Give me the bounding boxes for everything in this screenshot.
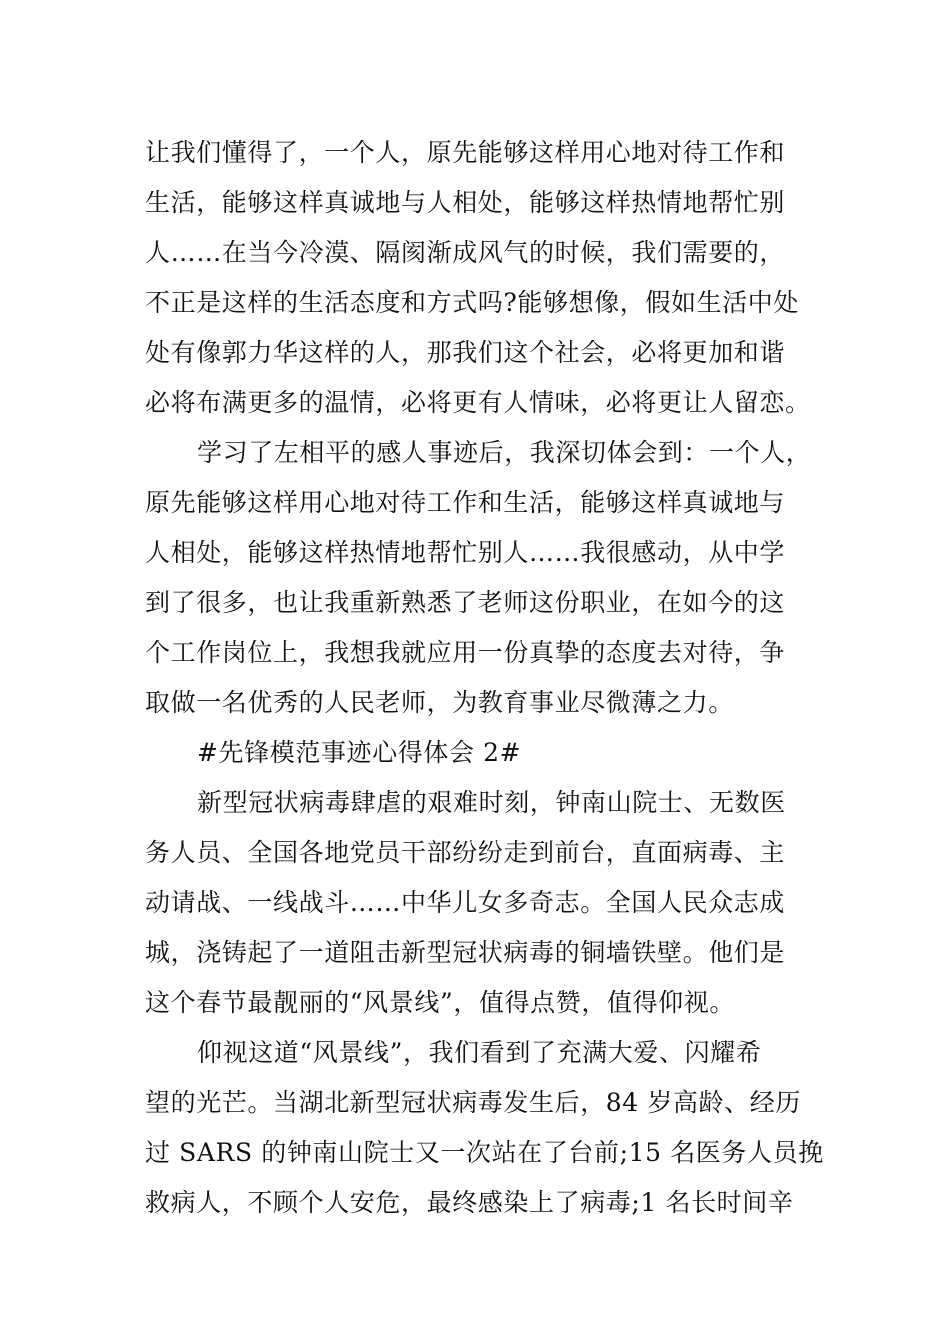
text-line: 不正是这样的生活态度和方式吗?能够想像，假如生活中处 bbox=[145, 288, 800, 317]
text-line: 处有像郭力华这样的人，那我们这个社会，必将更加和谐 bbox=[145, 338, 786, 367]
text-line: 这个春节最靓丽的“风景线”，值得点赞，值得仰视。 bbox=[145, 988, 735, 1017]
text-line: 人……在当今冷漠、隔阂渐成风气的时候，我们需要的， bbox=[145, 238, 786, 267]
text-line: 望的光芒。当湖北新型冠状病毒发生后，84 岁高龄、经历 bbox=[145, 1088, 801, 1117]
paragraph-start-line: 仰视这道“风景线”，我们看到了充满大爱、闪耀希 bbox=[197, 1038, 762, 1067]
text-line: 到了很多，也让我重新熟悉了老师这份职业，在如今的这 bbox=[145, 588, 786, 617]
paragraph-start-line: 新型冠状病毒肆虐的艰难时刻，钟南山院士、无数医 bbox=[197, 788, 786, 817]
text-line: 生活，能够这样真诚地与人相处，能够这样热情地帮忙别 bbox=[145, 188, 786, 217]
text-line: 让我们懂得了，一个人，原先能够这样用心地对待工作和 bbox=[145, 138, 786, 167]
text-line: 动请战、一线战斗……中华儿女多奇志。全国人民众志成 bbox=[145, 888, 786, 917]
section-heading: #先锋模范事迹心得体会 2# bbox=[197, 738, 522, 767]
text-line: 城，浇铸起了一道阻击新型冠状病毒的铜墙铁壁。他们是 bbox=[145, 938, 786, 967]
paragraph-start-line: 学习了左相平的感人事迹后，我深切体会到：一个人， bbox=[197, 438, 812, 467]
text-line: 必将布满更多的温情，必将更有人情味，必将更让人留恋。 bbox=[145, 388, 811, 417]
text-line: 务人员、全国各地党员干部纷纷走到前台，直面病毒、主 bbox=[145, 838, 786, 867]
text-line: 人相处，能够这样热情地帮忙别人……我很感动，从中学 bbox=[145, 538, 786, 567]
text-line: 取做一名优秀的人民老师，为教育事业尽微薄之力。 bbox=[145, 688, 734, 717]
body-text bbox=[145, 128, 825, 1228]
text-line: 个工作岗位上，我想我就应用一份真挚的态度去对待，争 bbox=[145, 638, 786, 667]
text-line: 救病人，不顾个人安危，最终感染上了病毒;1 名长时间辛 bbox=[145, 1188, 794, 1217]
text-line: 过 SARS 的钟南山院士又一次站在了台前;15 名医务人员挽 bbox=[145, 1138, 824, 1167]
text-line: 原先能够这样用心地对待工作和生活，能够这样真诚地与 bbox=[145, 488, 786, 517]
